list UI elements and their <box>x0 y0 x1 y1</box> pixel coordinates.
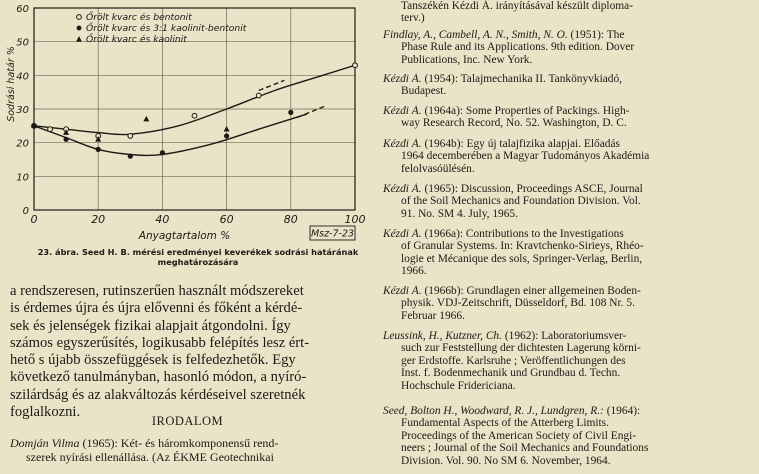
reference-item <box>383 0 755 25</box>
sodrasi-hatar-chart <box>0 0 375 246</box>
reference-line: logie et Mécanique des sols, Springer-Verlag, Berlin, <box>401 252 643 265</box>
body-line: hető s újabb összefüggések is felfedezhetők. Egy <box>10 352 296 369</box>
reference-author: Domján Vilma <box>10 436 80 450</box>
series-line-kaolinit-bentonit <box>34 114 307 155</box>
y-tick-label: 30 <box>16 105 29 116</box>
reference-line: Phase Rule and its Applications. 9th edition. Dover <box>401 41 635 54</box>
reference-line: Kézdi Á. (1964b): Egy új talajfizika alapjai. Előadás <box>383 138 620 150</box>
data-point-kaolinit <box>143 116 149 122</box>
reference-item <box>383 73 755 98</box>
reference-item <box>383 285 755 322</box>
data-point-kaolinit-bentonit <box>160 150 165 155</box>
legend-label: Őrölt kvarc és bentonit <box>86 12 192 23</box>
reference-line: physik. VDJ-Zeitschrift, Düsseldorf, Bd. 108 Nr. 5. <box>401 297 635 310</box>
reference-item <box>383 29 755 66</box>
reference-text: szerek nyírási ellenállása. (Az ÉKME Geotechnikai <box>26 450 274 464</box>
data-point-bentonit <box>256 93 261 98</box>
legend-marker <box>77 26 82 31</box>
reference-line: Kézdi Á. (1966a): Contributions to the Investigations <box>383 228 624 240</box>
reference-item <box>383 138 755 175</box>
reference-line: Fundamental Aspects of the Atterberg Limits. <box>401 417 609 430</box>
reference-line: 1966. <box>401 265 427 278</box>
data-point-kaolinit-bentonit <box>96 147 101 152</box>
reference-author: Kézdi Á. <box>383 138 422 150</box>
reference-line: neers ; Journal of the Soil Mechanics and Foundations <box>401 442 649 455</box>
reference-line: Budapest. <box>401 85 447 98</box>
reference-author: Kézdi Á. <box>383 228 422 240</box>
reference-line: Kézdi Á. (1966b): Grundlagen einer allgemeinen Boden- <box>383 285 641 297</box>
reference-line: Hochschule Fridericiana. <box>401 379 516 392</box>
reference-item <box>383 183 755 220</box>
reference-line: Publications, Inc. New York. <box>401 53 533 66</box>
reference-line: ger Erdstoffe. Karlsruhe ; Veröffentlichungen des <box>401 354 626 367</box>
reference-item <box>383 330 755 392</box>
data-point-bentonit <box>192 113 197 118</box>
data-point-bentonit <box>48 127 53 132</box>
legend-label: Őrölt kvarc és 3:1 kaolinit-bentonit <box>86 23 247 34</box>
y-tick-label: 60 <box>16 4 29 15</box>
data-point-kaolinit-bentonit <box>288 110 293 115</box>
data-point-bentonit <box>128 134 133 139</box>
x-tick-label: 40 <box>155 213 170 226</box>
reference-author: Kézdi Á. <box>383 183 422 195</box>
figure-caption <box>28 247 368 267</box>
reference-line: Findlay, A., Cambell, A. N., Smith, N. O. (1951): The <box>383 29 625 41</box>
reference-author: Kézdi Á. <box>383 285 422 297</box>
body-line: is érdemes újra és újra elővenni és főként a kérdé- <box>10 300 303 317</box>
reference-line: of the Soil Mechanics and Foundation Division. Vol. <box>401 195 641 208</box>
x-tick-label: 100 <box>344 213 366 226</box>
data-point-kaolinit-bentonit <box>64 137 69 142</box>
reference-item <box>383 105 755 130</box>
x-tick-label: 80 <box>283 213 298 226</box>
reference-list <box>383 0 755 474</box>
reference-item <box>383 405 755 467</box>
reference-line: 1964 decemberében a Magyar Tudományos Akadémia <box>401 150 650 163</box>
x-tick-label: 60 <box>219 213 234 226</box>
reference-author: Seed, Bolton H., Woodward, R. J., Lundgren, R.: <box>383 405 604 417</box>
series-extension-dashed <box>297 106 326 118</box>
stamp-box <box>310 226 355 240</box>
data-point-kaolinit <box>224 126 230 132</box>
body-line: a rendszeresen, rutinszerűen használt módszereket <box>10 283 304 299</box>
reference-domjan <box>10 436 368 464</box>
reference-line: terv.) <box>401 12 425 25</box>
reference-line: Tanszékén Kézdi Á. irányításával készült diploma- <box>401 0 633 12</box>
reference-text: (1965): Két- és háromkomponensű rend- <box>79 436 279 450</box>
reference-line: Inst. f. Bodenmechanik und Grundbau d. Techn. <box>401 367 621 380</box>
reference-line: such zur Feststellung der dichtesten Lagerung körni- <box>401 342 641 355</box>
x-tick-label: 20 <box>91 213 106 226</box>
body-line: számos egyszerűsítés, logikusabb felépítés lesz ért- <box>10 334 310 351</box>
body-paragraph <box>10 283 368 421</box>
chart-legend <box>76 12 247 45</box>
stamp-text: Msz-7-23 <box>310 228 355 240</box>
y-axis-label: Sodrási határ % <box>6 46 17 122</box>
reference-line: way Research Record, No. 52. Washington, D. C. <box>401 117 627 130</box>
reference-author: Leussink, H., Kutzner, Ch. <box>383 330 502 342</box>
reference-item <box>383 228 755 278</box>
reference-line: Kézdi Á. (1965): Discussion, Proceedings ASCE, Journal <box>383 183 643 195</box>
x-axis-label: Anyagtartalom % <box>138 230 231 242</box>
y-tick-label: 50 <box>16 37 29 49</box>
body-line: szilárdság és az alakváltozás kérdéseivel szeretnék <box>10 386 306 403</box>
data-point-kaolinit-bentonit <box>128 154 133 159</box>
reference-line: Kézdi Á. (1954): Talajmechanika II. Tankönyvkiadó, <box>383 73 623 85</box>
reference-line: of Granular Systems. In: Kravtchenko-Sirieys, Rhéo- <box>401 240 644 253</box>
x-tick-label: 0 <box>30 213 38 226</box>
caption-line-2: meghatározására <box>157 257 239 267</box>
reference-line: felolvasóülésén. <box>401 162 475 175</box>
y-tick-label: 20 <box>16 138 29 150</box>
y-tick-label: 10 <box>16 172 29 184</box>
reference-author: Kézdi Á. <box>383 105 422 117</box>
reference-line: Kézdi Á. (1964a): Some Properties of Packings. High- <box>383 105 630 117</box>
left-column <box>0 0 375 474</box>
y-tick-label: 0 <box>22 206 29 217</box>
reference-line: Seed, Bolton H., Woodward, R. J., Lundgren, R.: (1964): <box>383 405 641 417</box>
reference-author: Kézdi Á. <box>383 73 422 85</box>
data-point-bentonit <box>353 63 358 68</box>
body-line: sek és jelenségek fizikai alapjait átgondolni. Így <box>10 317 291 334</box>
legend-marker <box>76 36 82 42</box>
body-line: következő tanulmányban, hasonló módon, a nyíró- <box>10 369 307 386</box>
reference-line: Leussink, H., Kutzner, Ch. (1962): Laboratoriumsver- <box>383 330 627 342</box>
reference-line: Division. Vol. 90. No SM 6. November, 1964. <box>401 454 611 467</box>
section-title: IRODALOM <box>151 414 224 428</box>
legend-label: Őrölt kvarc és kaolinit <box>86 34 187 45</box>
reference-author: Findlay, A., Cambell, A. N., Smith, N. O. <box>383 29 568 41</box>
legend-marker <box>77 15 82 20</box>
data-point-kaolinit-bentonit <box>224 133 229 138</box>
y-tick-label: 40 <box>16 71 29 83</box>
reference-line: Februar 1966. <box>401 309 465 322</box>
body-line: foglalkozni. <box>10 404 81 421</box>
reference-line: Proceedings of the American Society of Civil Engi- <box>401 429 637 442</box>
caption-line-1: 23. ábra. Seed H. B. mérési eredményei keverékek sodrási határának <box>37 247 359 257</box>
reference-line: 91. No. SM 4. July, 1965. <box>401 207 518 220</box>
